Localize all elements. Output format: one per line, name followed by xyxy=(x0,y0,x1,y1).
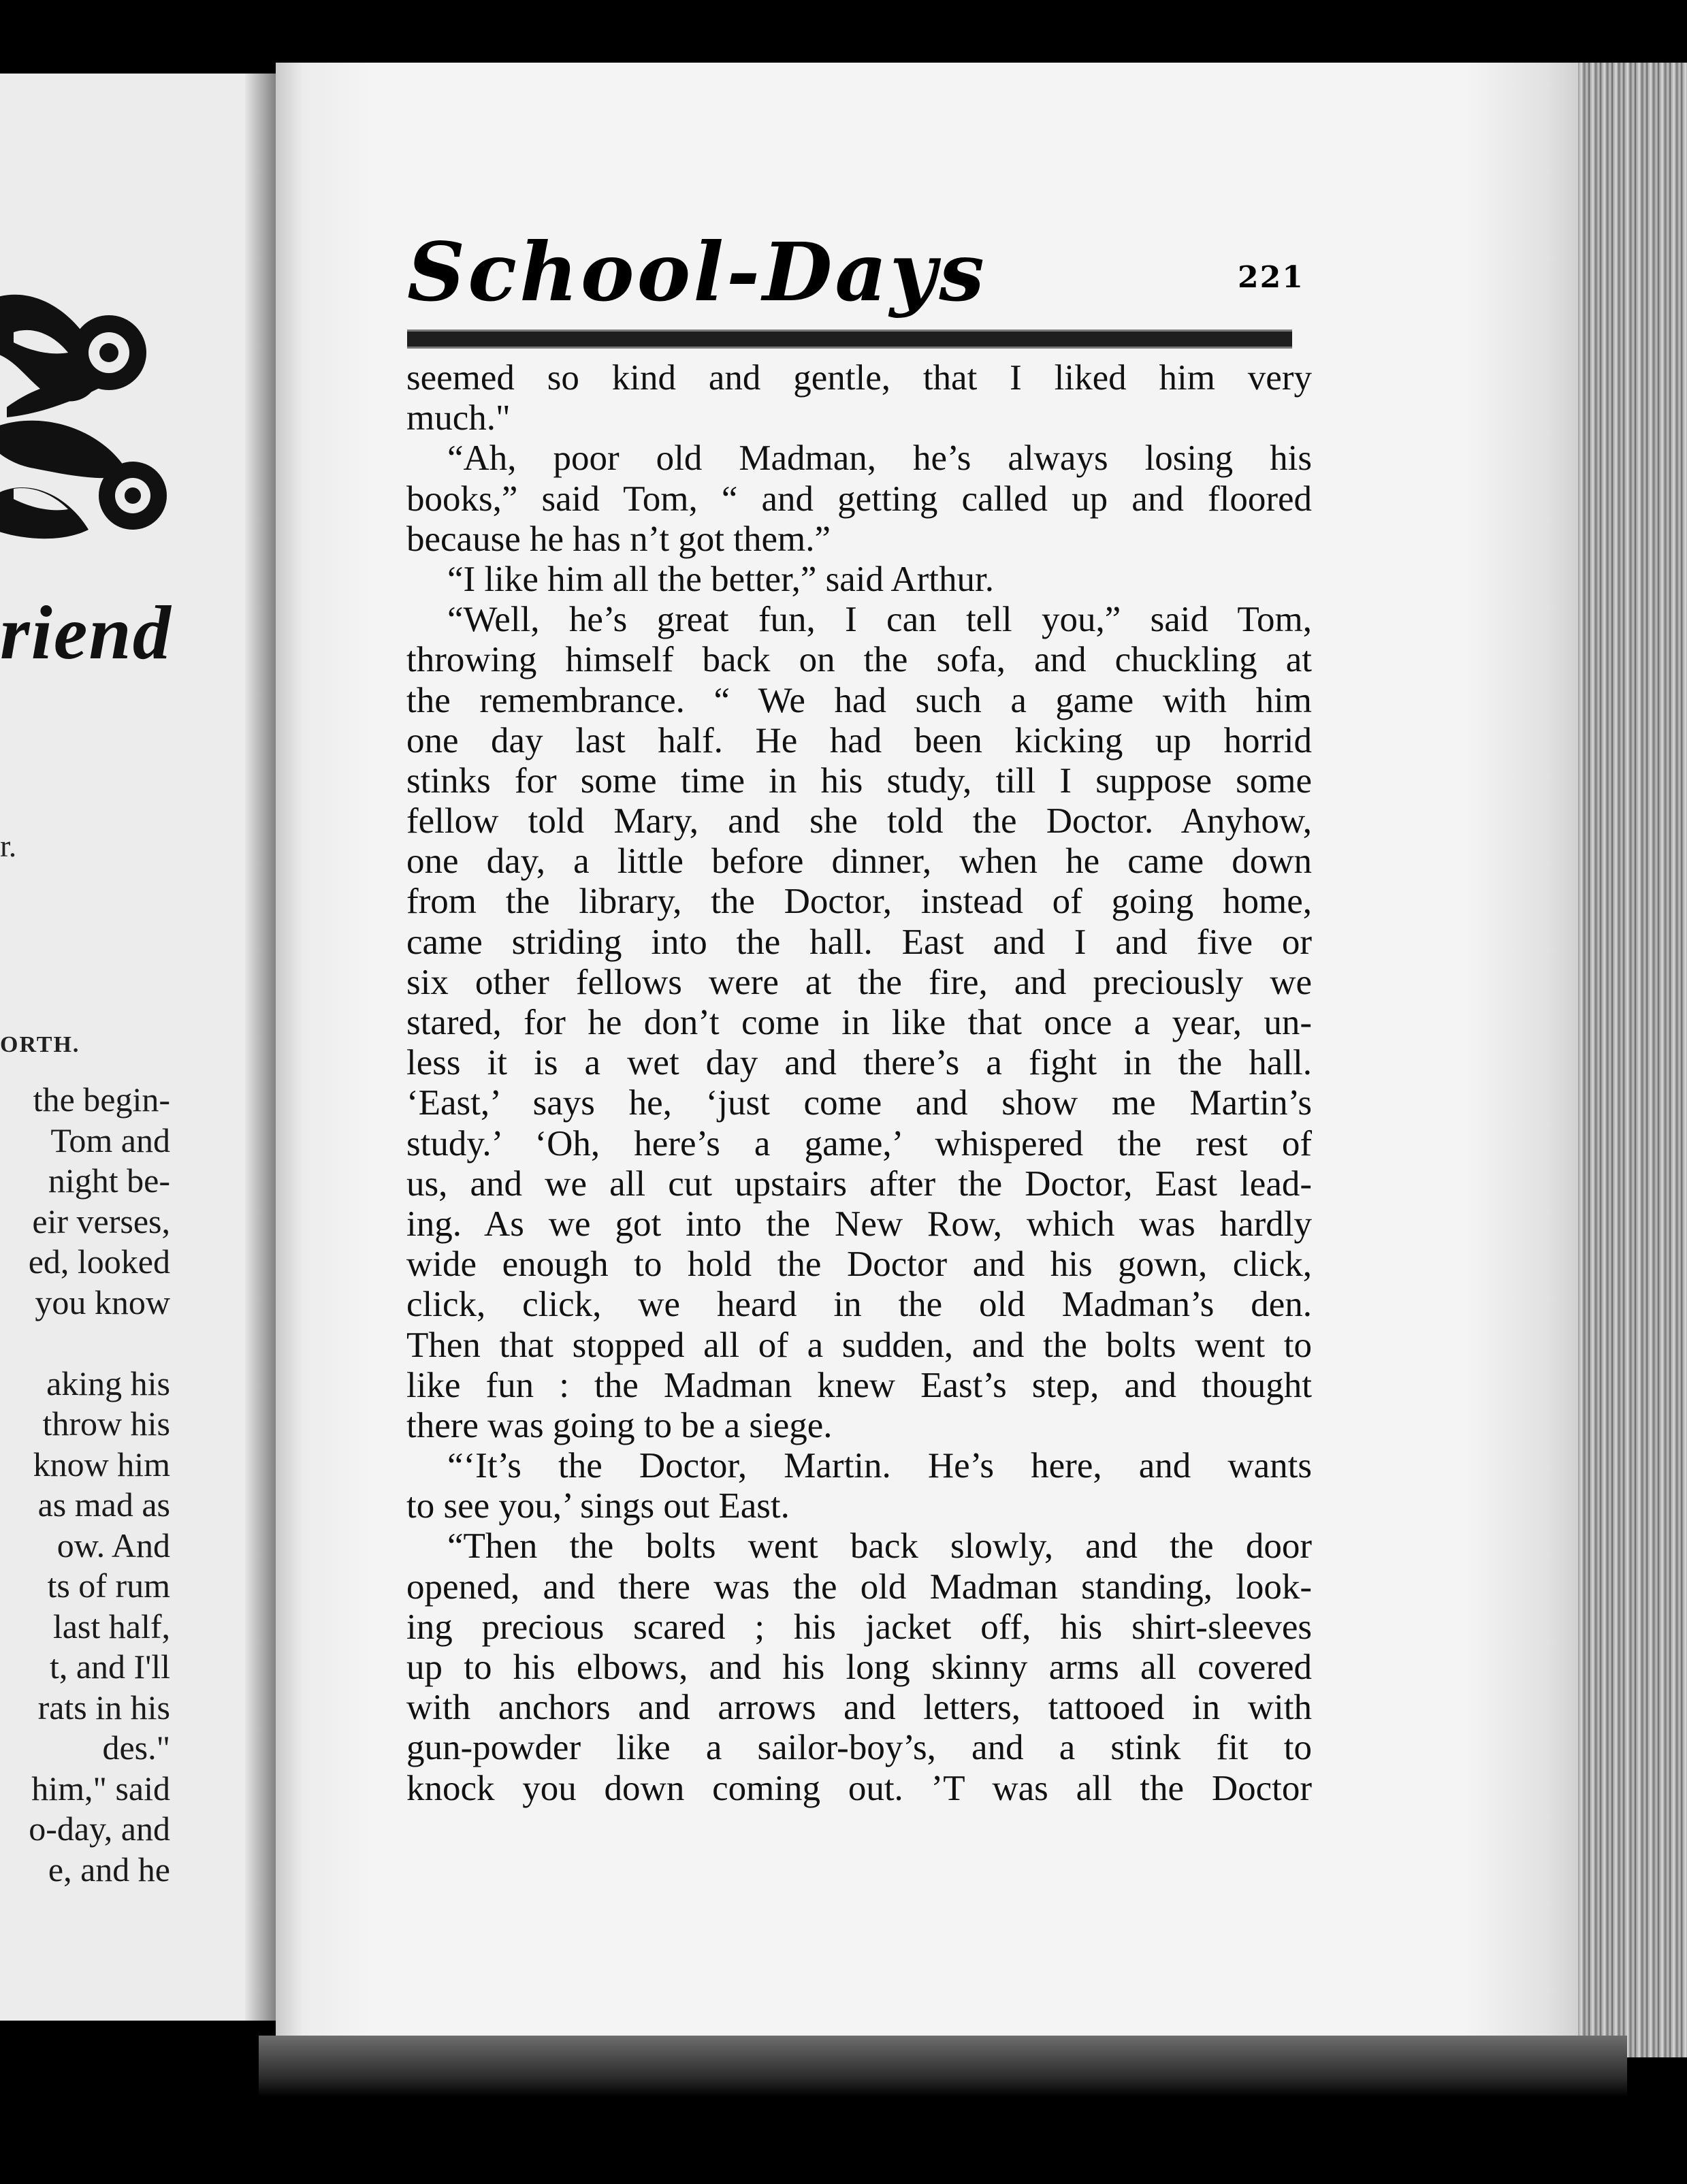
text-line: opened, and there was the old Madman standing, look- xyxy=(406,1567,1312,1607)
text-line: us, and we all cut upstairs after the Doctor, East lead- xyxy=(406,1163,1312,1204)
text-line: to see you,’ sings out East. xyxy=(406,1486,790,1526)
facing-page-line: as mad as xyxy=(37,1486,170,1524)
facing-page-line: the begin- xyxy=(33,1080,170,1119)
facing-page-line: ts of rum xyxy=(47,1567,170,1605)
text-line: like fun : the Madman knew East’s step, and thought xyxy=(406,1365,1312,1405)
body-text xyxy=(406,358,1312,1809)
text-line: six other fellows were at the fire, and preciously we xyxy=(406,962,1312,1002)
facing-page-line: throw his xyxy=(42,1404,170,1443)
facing-page-line: last half, xyxy=(52,1607,170,1645)
text-line: one day last half. He had been kicking up horrid xyxy=(406,720,1312,760)
header-rule xyxy=(407,330,1292,349)
text-line: “Ah, poor old Madman, he’s always losing his xyxy=(447,438,1312,479)
running-head: School-Days xyxy=(407,225,987,319)
text-line: ing. As we got into the New Row, which was hardly xyxy=(406,1204,1312,1244)
facing-page-signature: ORTH. xyxy=(0,1032,80,1057)
text-line: seemed so kind and gentle, that I liked him very xyxy=(406,358,1312,398)
facing-page-title: riend xyxy=(0,591,172,675)
text-line: gun-powder like a sailor-boy’s, and a stink fit to xyxy=(406,1728,1312,1768)
text-line: wide enough to hold the Doctor and his gown, click, xyxy=(406,1244,1312,1285)
text-line: “I like him all the better,” said Arthur. xyxy=(447,559,994,599)
text-line: knock you down coming out. ’T was all the Doctor xyxy=(406,1768,1312,1808)
facing-page-line: you know xyxy=(35,1283,170,1321)
facing-page-line: t, and I'll xyxy=(49,1648,170,1686)
floral-ornament-icon xyxy=(0,271,174,591)
facing-page-line: o-day, and xyxy=(29,1810,170,1848)
facing-page-line: aking his xyxy=(46,1364,170,1402)
text-line: much." xyxy=(406,398,511,438)
facing-page-line: know him xyxy=(33,1445,170,1483)
page-number: 221 xyxy=(1238,260,1304,295)
page-bottom-shadow xyxy=(259,2036,1627,2097)
text-line: ‘East,’ says he, ‘just come and show me Martin’s xyxy=(406,1083,1312,1123)
text-line: the remembrance. “ We had such a game with him xyxy=(406,680,1312,720)
text-line: fellow told Mary, and she told the Doctor. Anyhow, xyxy=(406,801,1312,841)
text-line: ing precious scared ; his jacket off, his shirt-sleeves xyxy=(406,1607,1312,1647)
page-edges xyxy=(1578,63,1687,2057)
text-line: “Well, he’s great fun, I can tell you,” said Tom, xyxy=(447,600,1312,640)
text-line: “Then the bolts went back slowly, and the door xyxy=(447,1526,1312,1567)
facing-page-line: e, and he xyxy=(48,1850,170,1889)
text-line: one day, a little before dinner, when he came down xyxy=(406,841,1312,882)
text-line: less it is a wet day and there’s a fight in the hall. xyxy=(406,1043,1312,1083)
text-line: stared, for he don’t come in like that once a year, un- xyxy=(406,1003,1312,1042)
text-line: click, click, we heard in the old Madman’s den. xyxy=(406,1285,1312,1325)
facing-page-line: des." xyxy=(102,1729,170,1767)
text-line: throwing himself back on the sofa, and chuckling at xyxy=(406,640,1312,680)
facing-page-line: eir verses, xyxy=(32,1202,170,1240)
text-line: study.’ ‘Oh, here’s a game,’ whispered the rest of xyxy=(406,1123,1312,1163)
text-line: because he has n’t got them.” xyxy=(406,519,831,559)
text-line: “‘It’s the Doctor, Martin. He’s here, and wants xyxy=(447,1446,1312,1486)
facing-page-line: ow. And xyxy=(57,1526,170,1564)
facing-page-line: Tom and xyxy=(50,1121,170,1159)
facing-page-line: him," said xyxy=(31,1769,170,1808)
facing-page-mark: r. xyxy=(0,829,17,863)
text-line: Then that stopped all of a sudden, and the bolts went to xyxy=(406,1325,1312,1365)
facing-page xyxy=(0,74,266,2021)
facing-page-line: rats in his xyxy=(37,1688,170,1727)
facing-page-line xyxy=(0,1323,170,1364)
text-line: with anchors and arrows and letters, tattooed in with xyxy=(406,1688,1312,1728)
facing-page-line: ed, looked xyxy=(28,1242,170,1281)
facing-page-line: night be- xyxy=(48,1161,170,1200)
text-line: books,” said Tom, “ and getting called up and floored xyxy=(406,479,1312,519)
facing-page-text xyxy=(0,1080,170,1890)
text-line: came striding into the hall. East and I and five or xyxy=(406,922,1312,962)
text-line: from the library, the Doctor, instead of going home, xyxy=(406,882,1312,922)
text-line: stinks for some time in his study, till I suppose some xyxy=(406,760,1312,801)
text-line: up to his elbows, and his long skinny arms all covered xyxy=(406,1648,1312,1687)
text-line: there was going to be a siege. xyxy=(406,1405,833,1445)
